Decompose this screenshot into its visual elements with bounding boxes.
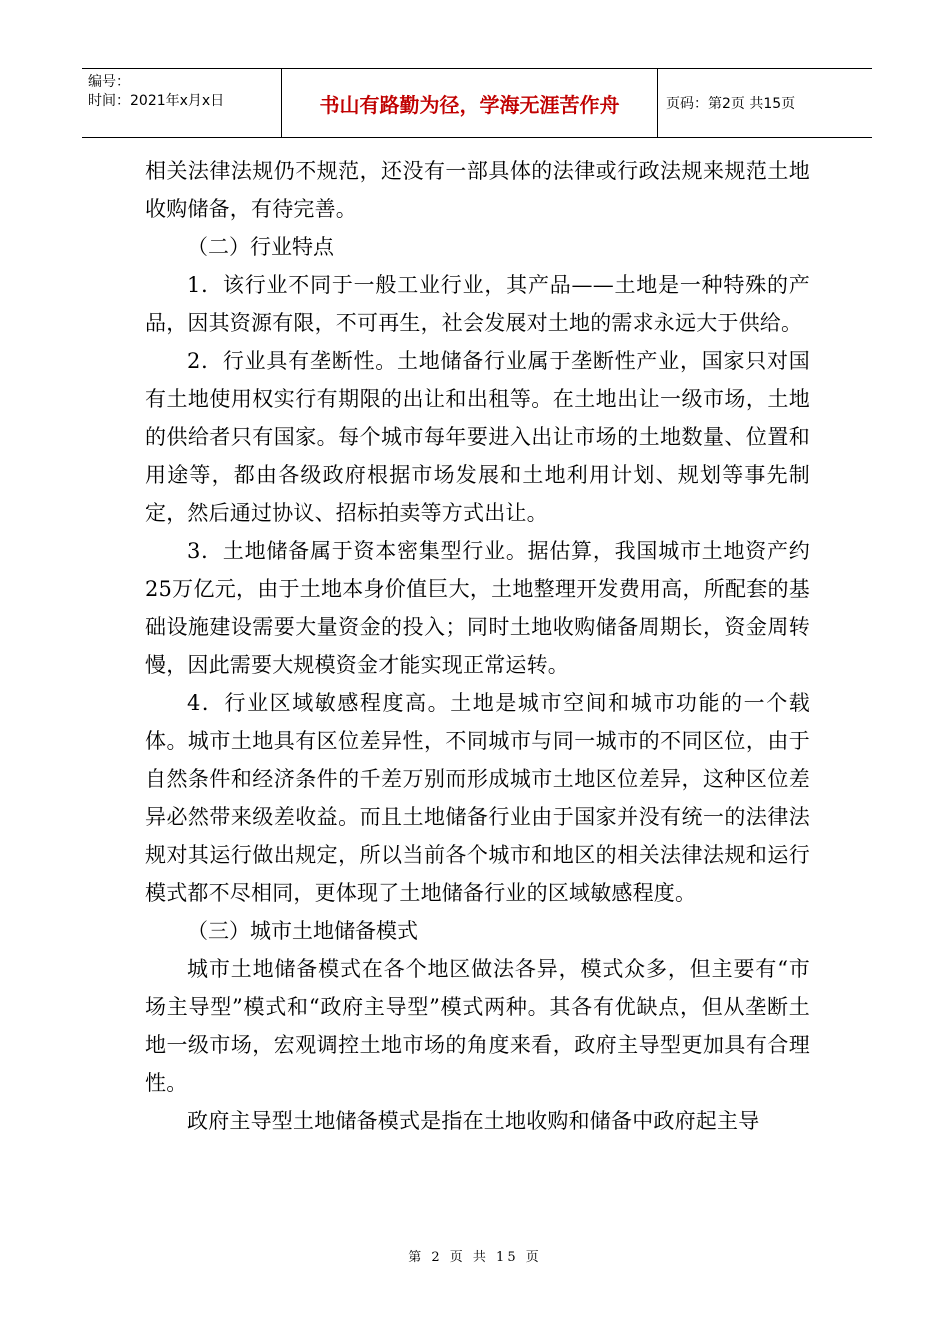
header-meta [82, 69, 282, 137]
header-page-info: 页码：第2页 共15页 [666, 96, 796, 112]
document-date-label: 时间：2021年x月x日 [88, 93, 225, 109]
paragraph: 1．该行业不同于一般工业行业，其产品——土地是一种特殊的产品，因其资源有限，不可再生，社会发展对土地的需求永远大于供给。 [145, 273, 810, 335]
paragraph: 政府主导型土地储备模式是指在土地收购和储备中政府起主导 [187, 1109, 760, 1133]
section-heading-land-reserve-models: （三）城市土地储备模式 [187, 919, 418, 943]
document-number-label: 编号： [88, 74, 130, 90]
header-motto: 书山有路勤为径，学海无涯苦作舟 [282, 69, 658, 137]
paragraph: 2．行业具有垄断性。土地储备行业属于垄断性产业，国家只对国有土地使用权实行有期限的出让和出租等。在土地出让一级市场，土地的供给者只有国家。每个城市每年要进入出让市场的土地数量、位置和用途等，都由各级政府根据市场发展和土地利用计划、规划等事先制定，然后通过协议、招标拍卖等方式出让。 [145, 349, 810, 525]
paragraph: 4．行业区域敏感程度高。土地是城市空间和城市功能的一个载体。城市土地具有区位差异性，不同城市与同一城市的不同区位，由于自然条件和经济条件的千差万别而形成城市土地区位差异，这种区位差异必然带来级差收益。而且土地储备行业由于国家并没有统一的法律法规对其运行做出规定，所以当前各个城市和地区的相关法律法规和运行模式都不尽相同，更体现了土地储备行业的区域敏感程度。 [145, 691, 810, 905]
page-header [82, 68, 872, 138]
paragraph: 相关法律法规仍不规范，还没有一部具体的法律或行政法规来规范土地收购储备，有待完善。 [145, 159, 810, 221]
paragraph: 城市土地储备模式在各个地区做法各异，模式众多，但主要有“市场主导型”模式和“政府主导型”模式两种。其各有优缺点，但从垄断土地一级市场，宏观调控土地市场的角度来看，政府主导型更加具有合理性。 [145, 957, 810, 1095]
section-heading-industry-features: （二）行业特点 [187, 235, 334, 259]
page-footer: 第 2 页 共 15 页 [408, 1250, 542, 1265]
document-body [145, 152, 810, 1140]
paragraph: 3．土地储备属于资本密集型行业。据估算，我国城市土地资产约25万亿元，由于土地本身价值巨大，土地整理开发费用高，所配套的基础设施建设需要大量资金的投入；同时土地收购储备周期长，资金周转慢，因此需要大规模资金才能实现正常运转。 [145, 539, 810, 677]
